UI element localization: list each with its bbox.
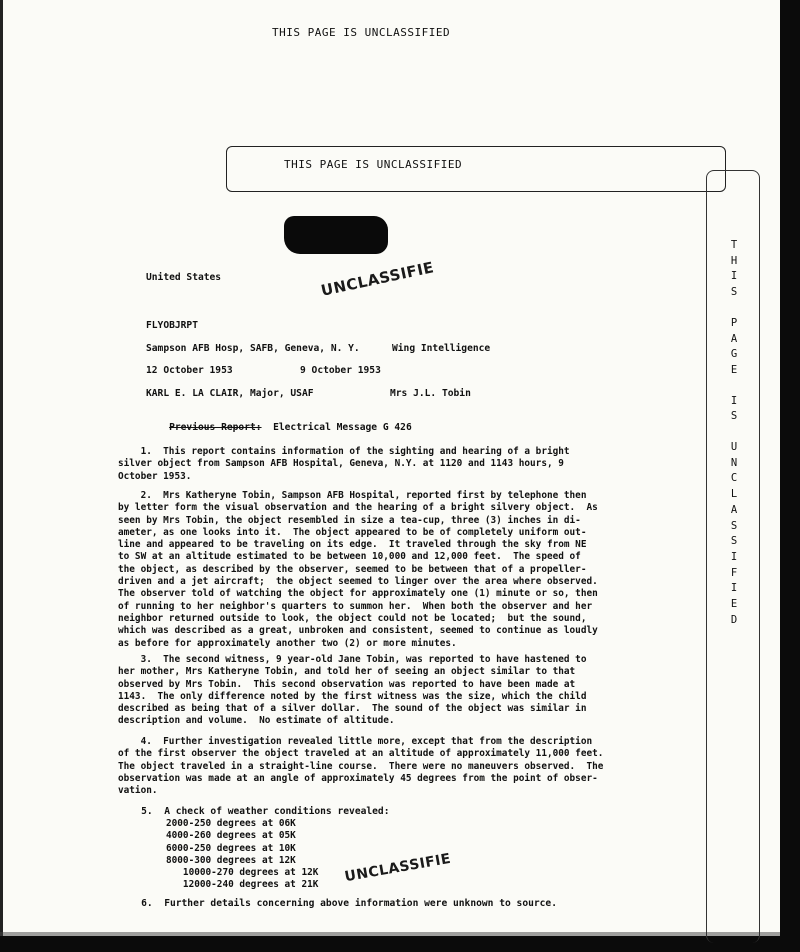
text-line: by letter form the visual observation and the hearing of a bright silvery object. As [118,502,598,514]
side-letter: T [730,239,738,251]
text-line: 10000-270 degrees at 12K [166,867,319,879]
side-letter: L [730,488,738,501]
text-line: observation was made at an angle of approximately 45 degrees from the point of obser- [118,772,598,784]
paragraph-2 [118,490,598,650]
scan-border-bottom [0,936,800,952]
side-letter: I [730,550,738,563]
side-letter: D [730,613,738,626]
text-line: description and volume. No estimate of altitude. [118,715,395,727]
prepared-by-field: KARL E. LA CLAIR, Major, USAF [146,388,314,399]
paragraph-5-intro: 5. A check of weather conditions revealed: [118,806,390,817]
unclassified-stamp-lower: UNCLASSIFIE [343,850,453,886]
paragraph-4 [118,736,604,797]
subject-field: FLYOBJRPT [146,320,198,331]
text-line: 8000-300 degrees at 12K [166,854,296,866]
source-field: Sampson AFB Hosp, SAFB, Geneva, N. Y. [146,343,360,354]
side-letter: P [730,316,738,329]
paragraph-1 [118,446,598,483]
country-field: United States [146,272,222,283]
text-line: silver object from Sampson AFB Hospital, Geneva, N.Y. at 1120 and 1143 hours, 9 [118,458,564,470]
text-line: 1143. The only difference noted by the first witness was the size, which the child [118,690,587,702]
side-letter: G [730,348,738,361]
side-letter: U [730,441,738,454]
classification-box-text: THIS PAGE IS UNCLASSIFIED [284,158,463,171]
side-letter: I [730,394,738,407]
text-line: 2000-250 degrees at 06K [166,818,296,829]
side-letter: I [730,582,738,595]
side-letter: E [730,598,738,611]
text-line: driven and a jet aircraft; the object seemed to linger over the area where observed. [118,576,598,588]
side-letter: I [730,270,738,283]
previous-report-field [146,410,412,447]
side-letter: H [730,254,738,267]
paragraph-3 [118,654,598,728]
text-line: The object traveled in a straight-line course. There were no maneuvers observed. The [118,760,604,772]
text-line: seen by Mrs Tobin, the object resembled in size a tea-cup, three (3) inches in di- [118,514,581,526]
side-letter: C [730,472,738,485]
text-line: which was described as a great, unbroken and consistent, seemed to continue as loudly [118,625,598,637]
side-letter: S [730,410,738,423]
side-letter: E [730,363,738,376]
side-letter: S [730,519,738,532]
text-line: ameter, as one looks into it. The object appeared to be of completely uniform out- [118,526,587,538]
text-line: 4000-260 degrees at 05K [166,830,296,842]
text-line: 2. Mrs Katheryne Tobin, Sampson AFB Hospital, reported first by telephone then [118,490,587,501]
side-letter: S [730,286,738,299]
text-line: vation. [118,785,158,797]
text-line: her mother, Mrs Katheryne Tobin, and told her of seeing an object similar to that [118,666,576,678]
text-line: to SW at an altitude estimated to be between 10,000 and 12,000 feet. The speed of [118,551,581,563]
dept-field: Wing Intelligence [392,343,491,354]
side-letter: F [730,566,738,579]
text-line: line and appeared to be traveling on its edge. It traveled through the sky from NE [118,539,587,551]
source-name-field: Mrs J.L. Tobin [390,388,471,399]
info-date-field: 9 October 1953 [300,365,381,376]
report-date-field: 12 October 1953 [146,365,233,376]
side-letter: A [730,503,738,516]
text-line: of running to her neighbor's quarters to summon her. When both the observer and her [118,600,593,612]
text-line: 4. Further investigation revealed little more, except that from the description [118,736,593,747]
text-line: of the first observer the object traveled at an altitude of approximately 11,000 feet. [118,748,604,760]
text-line: 6000-250 degrees at 10K [166,842,296,854]
text-line: described as being that of a silver dollar. The sound of the object was similar in [118,703,587,715]
previous-report-label: Previous Report: [169,422,262,434]
redaction-block [284,216,388,254]
scan-border-right [780,0,800,952]
classification-top: THIS PAGE IS UNCLASSIFIED [272,26,451,39]
classification-side-text [728,238,740,628]
text-line: 12000-240 degrees at 21K [166,879,319,891]
text-line: October 1953. [118,470,192,482]
text-line: neighbor returned outside to look, the object could not be located; but the sound, [118,612,587,624]
text-line: The observer told of watching the object for approximately one (1) minute or so, then [118,588,598,600]
weather-list [166,818,366,892]
side-letter: N [730,456,738,469]
side-letter: S [730,535,738,548]
scan-border-left [0,0,3,952]
previous-report-value: Electrical Message G 426 [273,422,412,434]
side-letter: A [730,332,738,345]
side-letter [728,301,740,316]
text-line: the object, as described by the observer, seemed to be between that of a propeller- [118,563,587,575]
unclassified-stamp: UNCLASSIFIE [319,258,436,300]
text-line: as before for approximately another two (2) or more minutes. [118,637,457,649]
text-line: 1. This report contains information of the sighting and hearing of a bright [118,446,570,457]
side-letter [728,425,740,440]
side-letter [728,379,740,394]
paragraph-6: 6. Further details concerning above information were unknown to source. [118,898,557,909]
text-line: 3. The second witness, 9 year-old Jane Tobin, was reported to have hastened to [118,654,587,665]
text-line: observed by Mrs Tobin. This second observation was reported to have been made at [118,678,576,690]
